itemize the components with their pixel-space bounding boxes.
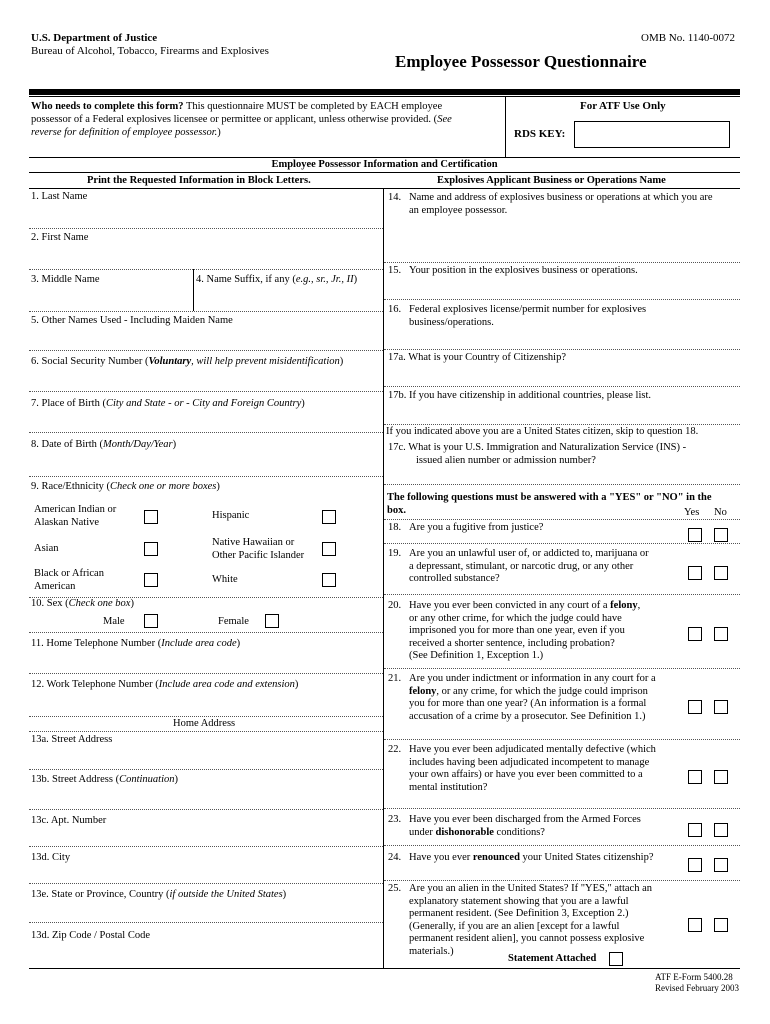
- race-asian-label: Asian: [34, 543, 59, 554]
- work-phone-field[interactable]: 12. Work Telephone Number (Include area code and extension): [31, 679, 299, 690]
- q24-no-checkbox[interactable]: [714, 858, 728, 872]
- race-american-indian-checkbox[interactable]: [144, 510, 158, 524]
- race-hispanic-checkbox[interactable]: [322, 510, 336, 524]
- date-of-birth-field[interactable]: 8. Date of Birth (Month/Day/Year): [31, 439, 177, 450]
- q23-yes-checkbox[interactable]: [688, 823, 702, 837]
- street-address-continuation-field[interactable]: 13b. Street Address (Continuation): [31, 774, 179, 785]
- zip-code-field[interactable]: 13d. Zip Code / Postal Code: [31, 930, 150, 941]
- q17c-note: If you indicated above you are a United States citizen, skip to question 18.: [386, 426, 699, 437]
- race-white-checkbox[interactable]: [322, 573, 336, 587]
- no-column-header: No: [714, 507, 727, 518]
- right-heading: Explosives Applicant Business or Operations Name: [437, 175, 666, 186]
- q22-yes-checkbox[interactable]: [688, 770, 702, 784]
- rds-key-field[interactable]: [574, 121, 730, 148]
- home-phone-field[interactable]: 11. Home Telephone Number (Include area code): [31, 638, 241, 649]
- q18-yes-checkbox[interactable]: [688, 528, 702, 542]
- q19-yes-checkbox[interactable]: [688, 566, 702, 580]
- department-name: U.S. Department of Justice: [31, 32, 158, 44]
- name-suffix-field[interactable]: 4. Name Suffix, if any (e.g., sr., Jr., II): [196, 274, 358, 285]
- left-heading: Print the Requested Information in Block Letters.: [87, 175, 311, 186]
- statement-attached-checkbox[interactable]: [609, 952, 623, 966]
- yes-column-header: Yes: [684, 507, 700, 518]
- q21-yes-checkbox[interactable]: [688, 700, 702, 714]
- ssn-field[interactable]: 6. Social Security Number (Voluntary, will help prevent misidentification): [31, 356, 344, 367]
- race-black-checkbox[interactable]: [144, 573, 158, 587]
- omb-number: OMB No. 1140-0072: [641, 32, 736, 44]
- q25-no-checkbox[interactable]: [714, 918, 728, 932]
- race-american-indian-label: American Indian or Alaskan Native: [34, 504, 117, 528]
- other-names-field[interactable]: 5. Other Names Used - Including Maiden Name: [31, 315, 233, 326]
- statement-attached-label: Statement Attached: [508, 953, 597, 964]
- rds-key-label: RDS KEY:: [514, 128, 566, 140]
- race-white-label: White: [212, 574, 238, 585]
- header-rule: [29, 89, 740, 95]
- sex-female-checkbox[interactable]: [265, 614, 279, 628]
- sex-male-checkbox[interactable]: [144, 614, 158, 628]
- sex-male-label: Male: [103, 616, 125, 627]
- state-country-field[interactable]: 13e. State or Province, Country (if outside the United States): [31, 889, 287, 900]
- q18-no-checkbox[interactable]: [714, 528, 728, 542]
- race-ethnicity-label: 9. Race/Ethnicity (Check one or more boxes): [31, 481, 220, 492]
- q20-no-checkbox[interactable]: [714, 627, 728, 641]
- apt-number-field[interactable]: 13c. Apt. Number: [31, 815, 107, 826]
- middle-name-field[interactable]: 3. Middle Name: [31, 274, 100, 285]
- atf-use-only: For ATF Use Only: [580, 100, 666, 112]
- sex-label: 10. Sex (Check one box): [31, 598, 134, 609]
- street-address-field[interactable]: 13a. Street Address: [31, 734, 113, 745]
- q17c-alien-number-field[interactable]: 17c. What is your U.S. Immigration and Naturalization Service (INS) - issued alien number or admission number?: [388, 442, 687, 466]
- q21-no-checkbox[interactable]: [714, 700, 728, 714]
- q17a-citizenship-field[interactable]: 17a. What is your Country of Citizenship?: [388, 352, 566, 363]
- race-black-label: Black or African American: [34, 568, 104, 592]
- q23-no-checkbox[interactable]: [714, 823, 728, 837]
- revision-date: Revised February 2003: [655, 983, 739, 993]
- q24-yes-checkbox[interactable]: [688, 858, 702, 872]
- sex-female-label: Female: [218, 616, 249, 627]
- race-hispanic-label: Hispanic: [212, 510, 250, 521]
- q17b-additional-citizenship-field[interactable]: 17b. If you have citizenship in additional countries, please list.: [388, 390, 652, 401]
- intro-text: Who needs to complete this form? This questionnaire MUST be completed by EACH employee possessor of a Federal explosives licensee or permittee or applicant, unless otherwise provided. (See reverse for definition of employee possessor.): [31, 101, 452, 138]
- yes-no-instructions: The following questions must be answered with a "YES" or "NO" in the box.: [387, 492, 712, 516]
- form-number: ATF E-Form 5400.28: [655, 972, 733, 982]
- q25-yes-checkbox[interactable]: [688, 918, 702, 932]
- race-native-hawaiian-label: Native Hawaiian or Other Pacific Islander: [212, 537, 305, 561]
- place-of-birth-field[interactable]: 7. Place of Birth (City and State - or - City and Foreign Country): [31, 398, 305, 409]
- bureau-name: Bureau of Alcohol, Tobacco, Firearms and Explosives: [31, 45, 269, 57]
- race-asian-checkbox[interactable]: [144, 542, 158, 556]
- q20-yes-checkbox[interactable]: [688, 627, 702, 641]
- form-title: Employee Possessor Questionnaire: [395, 52, 647, 71]
- race-native-hawaiian-checkbox[interactable]: [322, 542, 336, 556]
- first-name-field[interactable]: 2. First Name: [31, 232, 89, 243]
- q22-no-checkbox[interactable]: [714, 770, 728, 784]
- last-name-field[interactable]: 1. Last Name: [31, 191, 88, 202]
- home-address-heading: Home Address: [173, 718, 236, 729]
- q19-no-checkbox[interactable]: [714, 566, 728, 580]
- section-title: Employee Possessor Information and Certification: [271, 159, 498, 170]
- city-field[interactable]: 13d. City: [31, 852, 71, 863]
